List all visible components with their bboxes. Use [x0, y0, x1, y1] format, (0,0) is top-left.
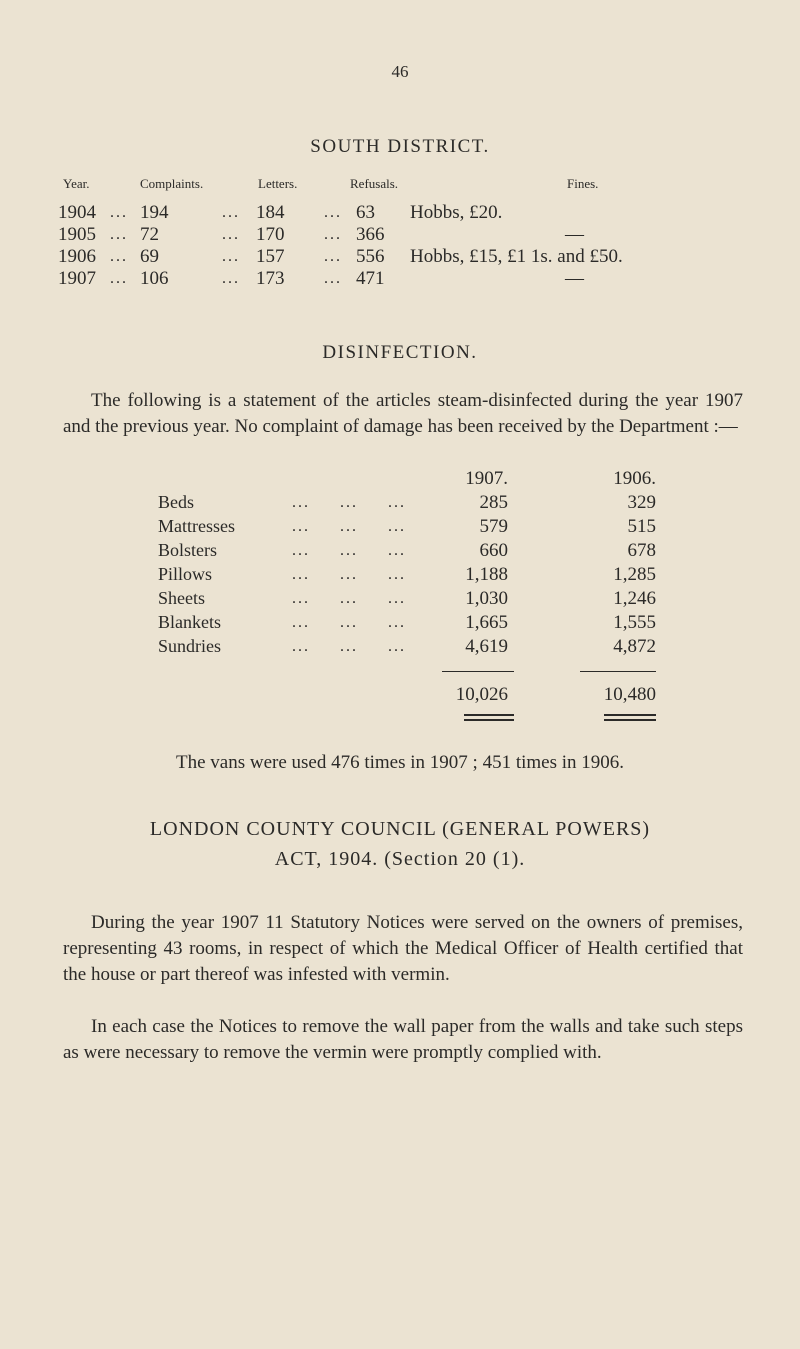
leader-dots: ... ... ...: [292, 494, 406, 511]
fines-cell: —: [565, 224, 584, 245]
leader-dots: ...: [222, 270, 240, 287]
item-label: Pillows: [158, 564, 213, 584]
refusals-cell: 63: [356, 202, 375, 223]
complaints-cell: 106: [140, 268, 169, 289]
leader-dots: ... ... ...: [292, 590, 406, 607]
item-label: Sundries: [158, 636, 221, 656]
total-1906: 10,480: [603, 684, 656, 705]
refusals-cell: 471: [356, 268, 385, 289]
value-1906: 4,872: [613, 636, 656, 657]
value-1907: 285: [479, 492, 508, 513]
complaints-cell: 72: [140, 224, 159, 245]
letters-cell: 157: [256, 246, 285, 267]
header-refusals: Refusals.: [350, 176, 399, 191]
value-1906: 1,285: [613, 564, 656, 585]
disinfection-intro: The following is a statement of the articles steam-disinfected during the year 1907 and the previous year. No complaint of damage has been received by the Department :—: [63, 390, 743, 437]
year-cell: 1905: [58, 224, 96, 245]
total-1907: 10,026: [455, 684, 508, 705]
letters-cell: 173: [256, 268, 285, 289]
leader-dots: ... ... ...: [292, 566, 406, 583]
col-header-1907: 1907.: [465, 468, 508, 489]
leader-dots: ...: [222, 248, 240, 265]
year-cell: 1906: [58, 246, 96, 267]
value-1907: 660: [479, 540, 508, 561]
leader-dots: ...: [324, 270, 342, 287]
item-label: Beds: [158, 492, 194, 512]
item-label: Sheets: [158, 588, 205, 608]
leader-dots: ...: [110, 204, 128, 221]
year-cell: 1904: [58, 202, 96, 223]
refusals-cell: 366: [356, 224, 385, 245]
lcc-title-line2: ACT, 1904. (Section 20 (1).: [274, 848, 526, 870]
lcc-title-line1: LONDON COUNTY COUNCIL (GENERAL POWERS): [149, 818, 651, 840]
lcc-paragraph-1: During the year 1907 11 Statutory Notices were served on the owners of premises, representing 43 rooms, in respect of which the Medical Officer of Health certified that the house or part thereof was infested with vermin.: [63, 912, 743, 985]
leader-dots: ...: [110, 226, 128, 243]
leader-dots: ...: [324, 226, 342, 243]
leader-dots: ...: [324, 248, 342, 265]
disinfection-title: DISINFECTION.: [322, 342, 478, 363]
header-fines: Fines.: [567, 176, 599, 191]
item-label: Mattresses: [158, 516, 235, 536]
leader-dots: ... ... ...: [292, 518, 406, 535]
lcc-paragraph-2: In each case the Notices to remove the wall paper from the walls and take such steps as were necessary to remove the vermin were promptly complied with.: [63, 1016, 743, 1063]
fines-cell: Hobbs, £15, £1 1s. and £50.: [410, 246, 623, 267]
fines-cell: —: [565, 268, 584, 289]
item-label: Blankets: [158, 612, 221, 632]
col-header-1906: 1906.: [613, 468, 656, 489]
value-1907: 1,188: [465, 564, 508, 585]
complaints-cell: 69: [140, 246, 159, 267]
sum-rule: [442, 671, 514, 672]
value-1907: 579: [479, 516, 508, 537]
leader-dots: ...: [110, 270, 128, 287]
value-1907: 4,619: [465, 636, 508, 657]
fines-cell: Hobbs, £20.: [410, 202, 503, 223]
total-double-rule: [604, 714, 656, 721]
complaints-cell: 194: [140, 202, 169, 223]
value-1907: 1,030: [465, 588, 508, 609]
page-number: 46: [391, 62, 409, 81]
leader-dots: ...: [222, 204, 240, 221]
value-1906: 515: [627, 516, 656, 537]
total-double-rule: [464, 714, 514, 721]
letters-cell: 184: [256, 202, 285, 223]
refusals-cell: 556: [356, 246, 385, 267]
leader-dots: ... ... ...: [292, 542, 406, 559]
leader-dots: ... ... ...: [292, 638, 406, 655]
vans-note: The vans were used 476 times in 1907 ; 451 times in 1906.: [175, 752, 625, 773]
value-1906: 678: [627, 540, 656, 561]
leader-dots: ...: [324, 204, 342, 221]
south-district-title: SOUTH DISTRICT.: [310, 136, 490, 157]
value-1906: 1,555: [613, 612, 656, 633]
letters-cell: 170: [256, 224, 285, 245]
leader-dots: ...: [110, 248, 128, 265]
item-label: Bolsters: [158, 540, 218, 560]
value-1906: 329: [627, 492, 656, 513]
leader-dots: ...: [222, 226, 240, 243]
value-1907: 1,665: [465, 612, 508, 633]
header-year: Year.: [63, 176, 90, 191]
header-letters: Letters.: [258, 176, 298, 191]
leader-dots: ... ... ...: [292, 614, 406, 631]
sum-rule: [580, 671, 656, 672]
value-1906: 1,246: [613, 588, 656, 609]
header-complaints: Complaints.: [140, 176, 204, 191]
year-cell: 1907: [58, 268, 96, 289]
